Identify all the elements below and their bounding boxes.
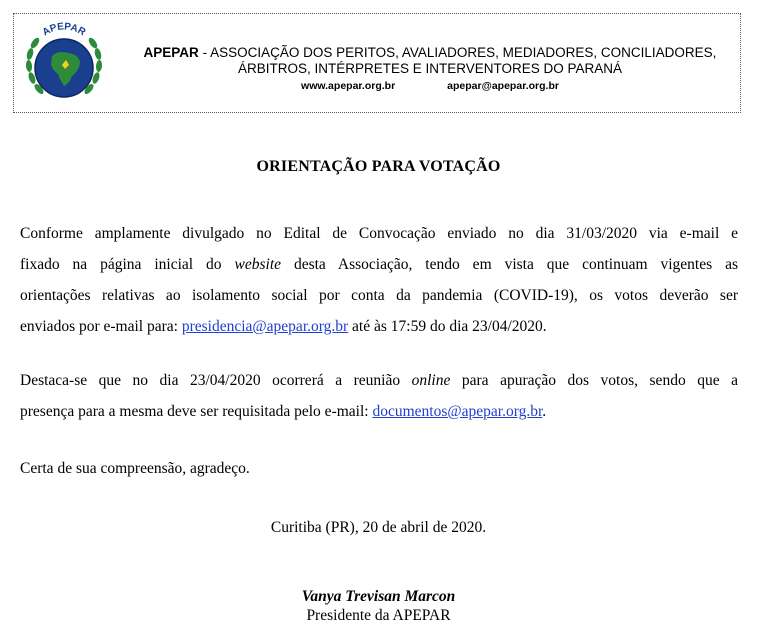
document-title: ORIENTAÇÃO PARA VOTAÇÃO (256, 158, 501, 175)
paragraph-closing (20, 453, 738, 484)
org-name-line1: - ASSOCIAÇÃO DOS PERITOS, AVALIADORES, MEDIADORES, CONCILIADORES, (198, 45, 717, 60)
org-contacts (130, 80, 730, 92)
p1-line2: fixado na página inicial do website desta Associação, tendo em vista que continuam vigentes as (20, 256, 738, 273)
apepar-logo-icon (22, 16, 106, 110)
org-email: apepar@apepar.org.br (447, 80, 559, 92)
presidencia-email-link[interactable]: presidencia@apepar.org.br (181, 318, 349, 335)
place-date: Curitiba (PR), 20 de abril de 2020. (270, 519, 487, 536)
paragraph-online-meeting (20, 365, 738, 427)
website-emphasis: website (234, 256, 282, 273)
org-name-line2: ÁRBITROS, INTÉRPRETES E INTERVENTORES DO PARANÁ (237, 61, 623, 76)
p2-line2: presença para a mesma deve ser requisitada pelo e-mail: documentos@apepar.org.br. (20, 403, 547, 420)
p1-line1: Conforme amplamente divulgado no Edital de Convocação enviado no dia 31/03/2020 via e-mail e (20, 225, 738, 242)
closing-text: Certa de sua compreensão, agradeço. (20, 460, 250, 477)
signature-name: Vanya Trevisan Marcon (301, 588, 456, 605)
letterhead (13, 13, 741, 113)
p2-line1: Destaca-se que no dia 23/04/2020 ocorrerá a reunião online para apuração dos votos, sendo que a (20, 372, 738, 389)
organization-name (130, 45, 730, 77)
signature-role: Presidente da APEPAR (306, 607, 451, 624)
logo-text: APEPAR (40, 21, 88, 39)
p1-line3: orientações relativas ao isolamento social por conta da pandemia (COVID-19), os votos deverão ser (20, 287, 738, 304)
paragraph-voting-instructions (20, 218, 738, 342)
online-emphasis: online (411, 372, 451, 389)
documentos-email-link[interactable]: documentos@apepar.org.br (372, 403, 543, 420)
org-acronym: APEPAR (143, 45, 199, 60)
org-website: www.apepar.org.br (301, 80, 396, 92)
p1-line4: enviados por e-mail para: presidencia@apepar.org.br até às 17:59 do dia 23/04/2020. (20, 318, 547, 335)
